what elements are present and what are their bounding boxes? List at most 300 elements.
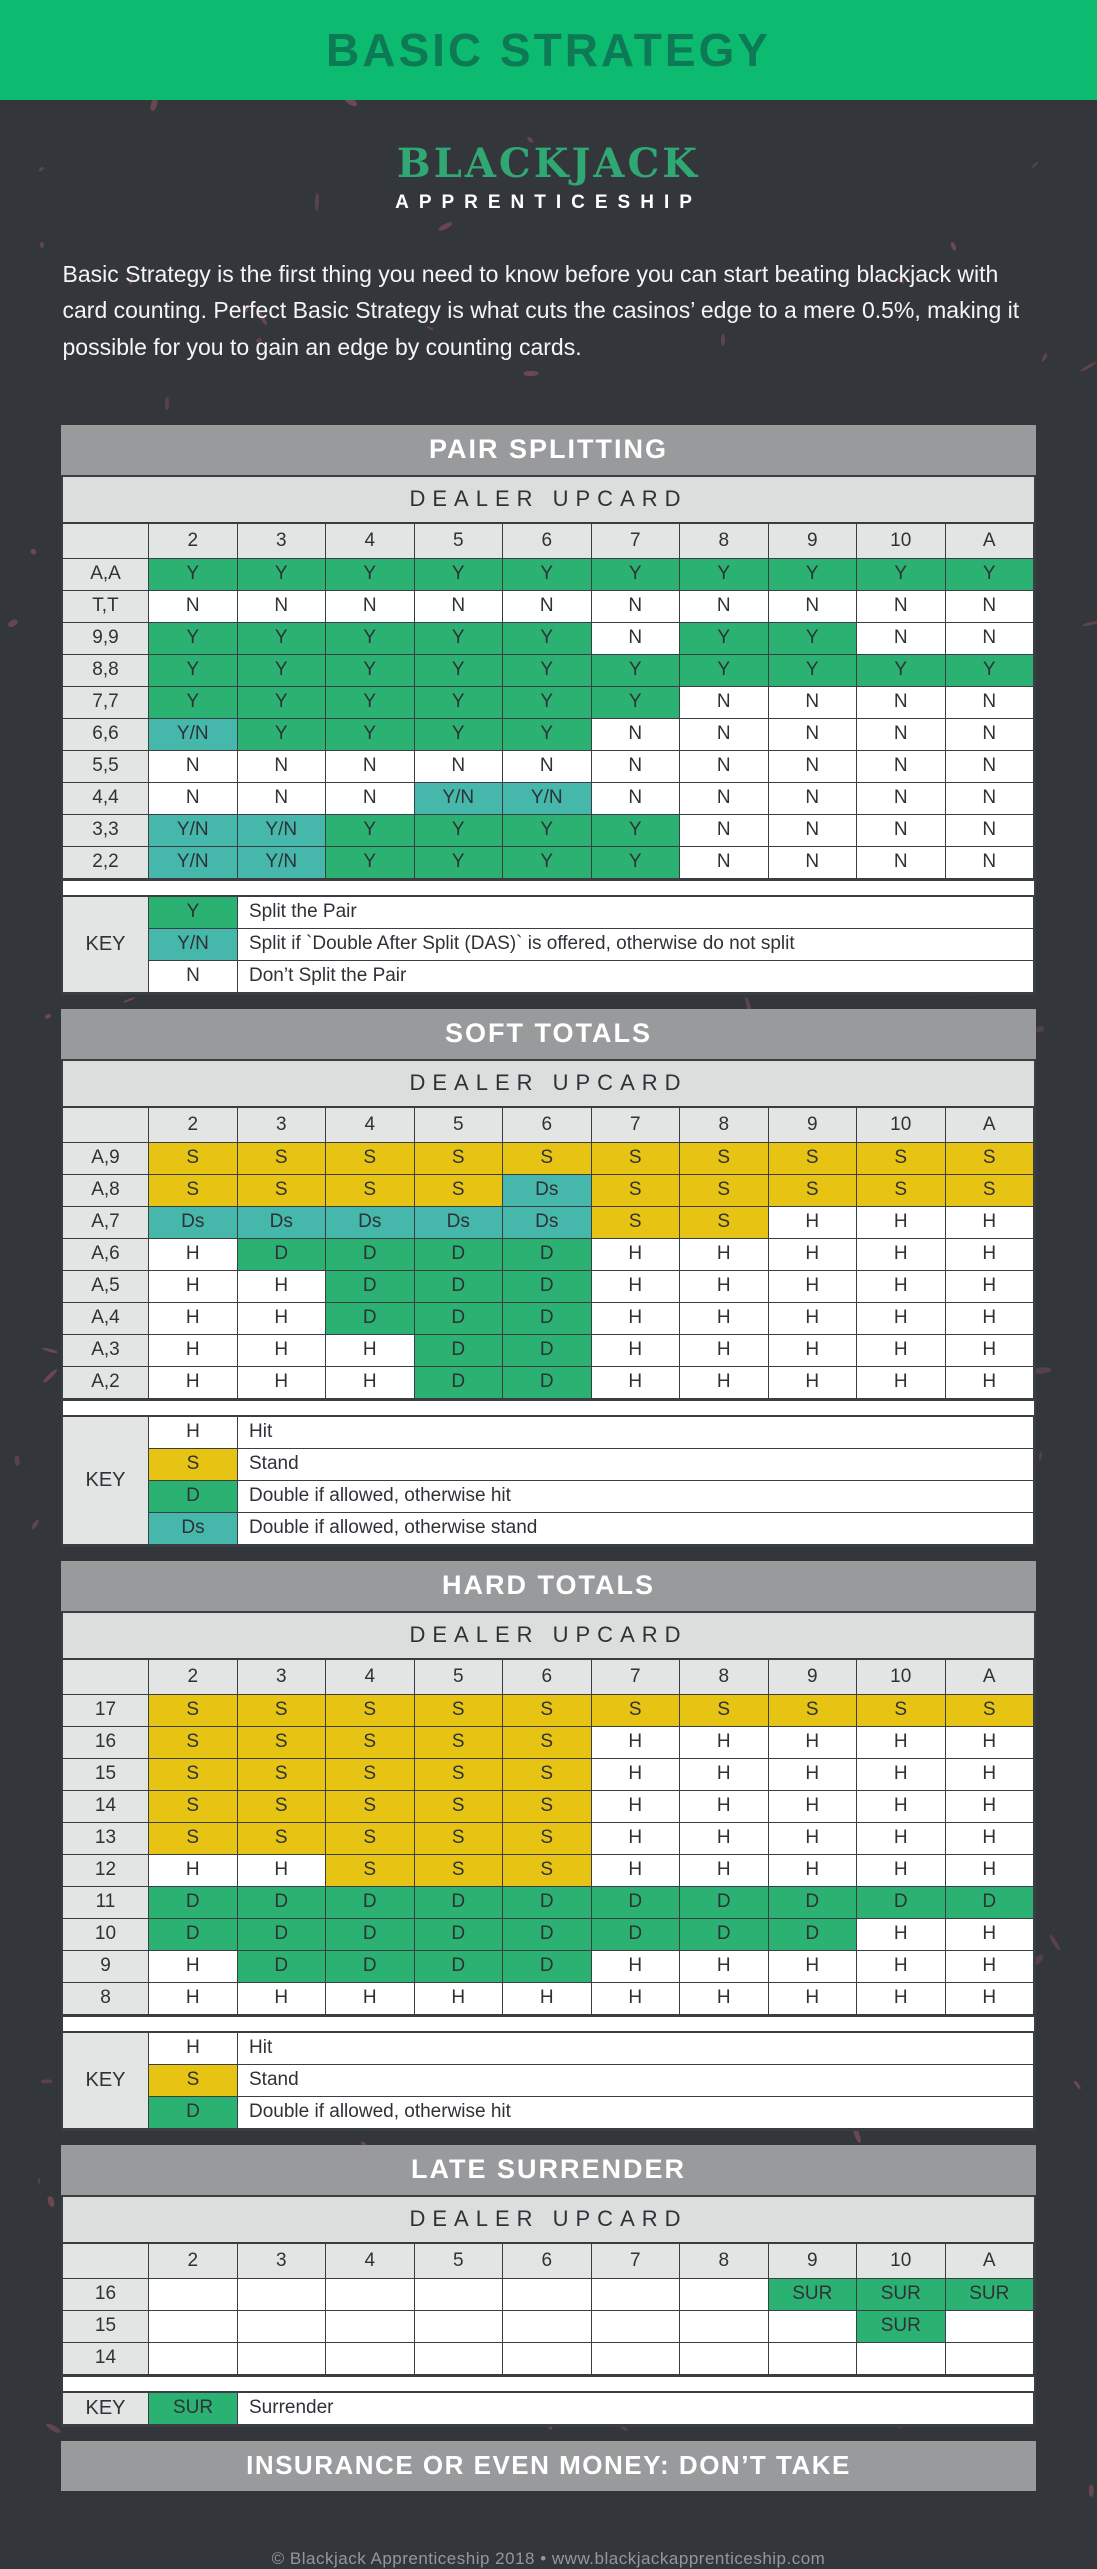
brand-logo <box>0 140 1097 214</box>
strategy-cell: H <box>857 1759 946 1791</box>
strategy-cell: S <box>680 1695 769 1727</box>
strategy-cell: S <box>946 1695 1035 1727</box>
key-desc-cell: Double if allowed, otherwise hit <box>238 1481 1034 1513</box>
strategy-cell: D <box>238 1887 327 1919</box>
strategy-cell: H <box>149 1367 238 1399</box>
strategy-cell: H <box>592 1271 681 1303</box>
strategy-cell: H <box>680 1727 769 1759</box>
section-title: LATE SURRENDER <box>61 2145 1036 2195</box>
strategy-cell: S <box>503 1823 592 1855</box>
strategy-cell: Ds <box>238 1207 327 1239</box>
strategy-cell: D <box>680 1919 769 1951</box>
strategy-cell: Y <box>326 559 415 591</box>
strategy-cell: H <box>592 1239 681 1271</box>
strategy-cell: N <box>946 783 1035 815</box>
strategy-cell: Y/N <box>149 847 238 879</box>
dealer-upcard-label: DEALER UPCARD <box>61 1059 1036 1106</box>
strategy-cell: S <box>592 1207 681 1239</box>
column-header-cell: 10 <box>857 1660 946 1695</box>
strategy-tables <box>0 425 1097 2427</box>
column-header-cell: 5 <box>415 2244 504 2279</box>
key-desc-cell: Split if `Double After Split (DAS)` is offered, otherwise do not split <box>238 929 1034 961</box>
strategy-cell: H <box>857 1271 946 1303</box>
strategy-cell: H <box>326 1367 415 1399</box>
key-code-cell: Ds <box>149 1513 238 1545</box>
strategy-cell: H <box>946 1855 1035 1887</box>
strategy-cell: D <box>149 1887 238 1919</box>
strategy-cell: H <box>857 1919 946 1951</box>
strategy-cell: N <box>946 591 1035 623</box>
row-label-cell: A,6 <box>63 1239 149 1271</box>
strategy-cell <box>680 2311 769 2343</box>
column-header-cell: A <box>946 524 1035 559</box>
strategy-cell <box>415 2343 504 2375</box>
strategy-cell: S <box>680 1175 769 1207</box>
strategy-cell: N <box>769 751 858 783</box>
strategy-cell: Y <box>238 687 327 719</box>
strategy-cell: H <box>680 1367 769 1399</box>
strategy-key <box>61 1415 1036 1547</box>
strategy-cell <box>326 2279 415 2311</box>
strategy-grid <box>61 522 1036 881</box>
strategy-cell: Y <box>415 719 504 751</box>
strategy-cell: N <box>946 719 1035 751</box>
strategy-cell: D <box>326 1919 415 1951</box>
strategy-cell <box>503 2279 592 2311</box>
strategy-cell: H <box>769 1951 858 1983</box>
strategy-cell: Y/N <box>238 815 327 847</box>
strategy-cell: H <box>149 1983 238 2015</box>
strategy-cell: H <box>680 1855 769 1887</box>
strategy-cell: Ds <box>503 1175 592 1207</box>
strategy-cell: D <box>238 1239 327 1271</box>
strategy-cell: S <box>149 1175 238 1207</box>
row-label-cell: 2,2 <box>63 847 149 879</box>
strategy-cell: S <box>857 1695 946 1727</box>
corner-cell <box>63 1660 149 1695</box>
key-code-cell: Y <box>149 897 238 929</box>
column-header-cell: 9 <box>769 2244 858 2279</box>
strategy-cell <box>680 2343 769 2375</box>
strategy-cell: Y <box>238 655 327 687</box>
grid-key-spacer <box>61 881 1036 895</box>
grid-key-spacer <box>61 1401 1036 1415</box>
strategy-cell: Y <box>592 559 681 591</box>
strategy-cell: H <box>946 1823 1035 1855</box>
strategy-cell: S <box>238 1175 327 1207</box>
strategy-cell <box>592 2311 681 2343</box>
row-label-cell: 14 <box>63 2343 149 2375</box>
strategy-cell: H <box>592 1367 681 1399</box>
strategy-cell: S <box>415 1823 504 1855</box>
strategy-section <box>61 1009 1036 1547</box>
strategy-cell: H <box>680 1303 769 1335</box>
strategy-cell: S <box>592 1143 681 1175</box>
strategy-cell: Y/N <box>415 783 504 815</box>
column-header-cell: 5 <box>415 1660 504 1695</box>
row-label-cell: 16 <box>63 1727 149 1759</box>
strategy-cell <box>769 2311 858 2343</box>
strategy-cell: Y <box>592 655 681 687</box>
strategy-cell: H <box>238 1271 327 1303</box>
page-title: BASIC STRATEGY <box>326 24 771 76</box>
column-header-cell: 4 <box>326 1660 415 1695</box>
strategy-cell: H <box>946 1759 1035 1791</box>
strategy-cell: N <box>680 783 769 815</box>
strategy-cell: Y <box>769 623 858 655</box>
strategy-cell: S <box>503 1791 592 1823</box>
strategy-cell: Y <box>415 655 504 687</box>
strategy-cell: Y/N <box>238 847 327 879</box>
column-header-cell: 10 <box>857 524 946 559</box>
strategy-key <box>61 895 1036 995</box>
strategy-cell: H <box>149 1271 238 1303</box>
corner-cell <box>63 2244 149 2279</box>
strategy-cell: Y <box>149 655 238 687</box>
strategy-cell: Y <box>503 687 592 719</box>
strategy-cell: Y <box>415 847 504 879</box>
strategy-cell: S <box>326 1695 415 1727</box>
strategy-cell: N <box>680 719 769 751</box>
row-label-cell: 15 <box>63 1759 149 1791</box>
strategy-cell <box>149 2279 238 2311</box>
key-desc-cell: Split the Pair <box>238 897 1034 929</box>
strategy-cell: D <box>503 1367 592 1399</box>
section-title: SOFT TOTALS <box>61 1009 1036 1059</box>
strategy-cell <box>592 2279 681 2311</box>
column-header-cell: 4 <box>326 2244 415 2279</box>
strategy-cell: N <box>592 623 681 655</box>
strategy-cell: Y <box>326 655 415 687</box>
strategy-grid <box>61 2242 1036 2377</box>
strategy-cell: N <box>503 751 592 783</box>
strategy-cell <box>680 2279 769 2311</box>
row-label-cell: 3,3 <box>63 815 149 847</box>
row-label-cell: 9,9 <box>63 623 149 655</box>
strategy-cell: SUR <box>946 2279 1035 2311</box>
strategy-cell: H <box>946 1791 1035 1823</box>
strategy-cell: D <box>592 1887 681 1919</box>
key-desc-cell: Stand <box>238 1449 1034 1481</box>
strategy-cell: Y <box>238 623 327 655</box>
strategy-cell: SUR <box>769 2279 858 2311</box>
grid-key-spacer <box>61 2377 1036 2391</box>
key-desc-cell: Double if allowed, otherwise hit <box>238 2097 1034 2129</box>
strategy-cell: N <box>238 591 327 623</box>
strategy-cell: S <box>326 1855 415 1887</box>
strategy-cell: N <box>238 751 327 783</box>
strategy-cell: H <box>149 1335 238 1367</box>
strategy-cell <box>149 2343 238 2375</box>
strategy-cell: S <box>149 1791 238 1823</box>
key-label-cell: KEY <box>63 2393 149 2425</box>
column-header-cell: 3 <box>238 524 327 559</box>
strategy-cell <box>769 2343 858 2375</box>
strategy-cell: H <box>769 1727 858 1759</box>
column-header-cell: 2 <box>149 524 238 559</box>
strategy-cell: S <box>238 1759 327 1791</box>
strategy-cell: D <box>680 1887 769 1919</box>
strategy-cell: Y <box>592 815 681 847</box>
strategy-cell: D <box>503 1271 592 1303</box>
strategy-cell: S <box>326 1143 415 1175</box>
column-header-cell: 6 <box>503 1660 592 1695</box>
strategy-cell: D <box>415 1887 504 1919</box>
strategy-cell: H <box>680 1951 769 1983</box>
strategy-cell: S <box>857 1143 946 1175</box>
strategy-cell: Y <box>946 559 1035 591</box>
strategy-cell: D <box>503 1919 592 1951</box>
strategy-cell: N <box>946 687 1035 719</box>
strategy-cell: D <box>415 1951 504 1983</box>
strategy-section <box>61 2145 1036 2427</box>
strategy-cell: H <box>592 1823 681 1855</box>
brand-logo-primary: BLACKJACK <box>396 140 701 187</box>
strategy-cell: S <box>149 1143 238 1175</box>
column-header-cell: 10 <box>857 2244 946 2279</box>
strategy-cell: S <box>326 1175 415 1207</box>
strategy-cell: Y <box>503 623 592 655</box>
strategy-cell <box>149 2311 238 2343</box>
column-header-cell: 6 <box>503 524 592 559</box>
strategy-cell: S <box>149 1823 238 1855</box>
strategy-cell: H <box>857 1335 946 1367</box>
strategy-cell: S <box>503 1855 592 1887</box>
column-header-cell: 5 <box>415 1108 504 1143</box>
column-header-cell: 6 <box>503 1108 592 1143</box>
strategy-cell: S <box>503 1143 592 1175</box>
strategy-cell <box>415 2311 504 2343</box>
strategy-cell <box>946 2343 1035 2375</box>
key-code-cell: S <box>149 2065 238 2097</box>
strategy-cell: D <box>503 1335 592 1367</box>
column-header-cell: 4 <box>326 1108 415 1143</box>
row-label-cell: 15 <box>63 2311 149 2343</box>
strategy-cell: S <box>415 1791 504 1823</box>
strategy-cell: N <box>149 751 238 783</box>
strategy-cell: S <box>415 1175 504 1207</box>
strategy-cell: S <box>503 1727 592 1759</box>
strategy-cell: H <box>946 1335 1035 1367</box>
strategy-cell: S <box>238 1695 327 1727</box>
strategy-cell: N <box>857 815 946 847</box>
corner-cell <box>63 1108 149 1143</box>
strategy-grid <box>61 1106 1036 1401</box>
strategy-cell: N <box>592 783 681 815</box>
strategy-cell: D <box>415 1271 504 1303</box>
strategy-cell: S <box>326 1823 415 1855</box>
key-label-cell: KEY <box>63 1417 149 1545</box>
strategy-cell: H <box>769 1759 858 1791</box>
strategy-cell: Y <box>503 559 592 591</box>
strategy-cell: Y <box>503 815 592 847</box>
strategy-cell: H <box>592 1951 681 1983</box>
strategy-cell: N <box>769 783 858 815</box>
strategy-cell <box>238 2311 327 2343</box>
strategy-cell <box>415 2279 504 2311</box>
strategy-cell: H <box>592 1791 681 1823</box>
strategy-grid <box>61 1658 1036 2017</box>
strategy-cell: N <box>326 591 415 623</box>
strategy-cell: H <box>680 1983 769 2015</box>
strategy-cell: H <box>857 1855 946 1887</box>
strategy-cell: S <box>680 1207 769 1239</box>
row-label-cell: 11 <box>63 1887 149 1919</box>
strategy-cell: H <box>946 1983 1035 2015</box>
strategy-cell: N <box>592 591 681 623</box>
strategy-cell: H <box>857 1727 946 1759</box>
strategy-cell: Y <box>326 847 415 879</box>
strategy-cell: H <box>592 1759 681 1791</box>
strategy-cell: S <box>503 1695 592 1727</box>
strategy-cell: S <box>149 1695 238 1727</box>
section-title: HARD TOTALS <box>61 1561 1036 1611</box>
strategy-cell: S <box>415 1695 504 1727</box>
strategy-cell: S <box>503 1759 592 1791</box>
column-header-cell: 7 <box>592 1108 681 1143</box>
strategy-cell: H <box>857 1951 946 1983</box>
column-header-cell: 8 <box>680 1108 769 1143</box>
strategy-cell: N <box>680 815 769 847</box>
strategy-cell: Y <box>503 719 592 751</box>
column-header-cell: 9 <box>769 524 858 559</box>
row-label-cell: A,A <box>63 559 149 591</box>
strategy-cell: H <box>592 1335 681 1367</box>
dealer-upcard-label: DEALER UPCARD <box>61 475 1036 522</box>
strategy-cell: Ds <box>503 1207 592 1239</box>
strategy-cell: H <box>149 1239 238 1271</box>
strategy-cell: Y <box>680 559 769 591</box>
column-header-cell: 7 <box>592 524 681 559</box>
strategy-cell: S <box>946 1143 1035 1175</box>
strategy-cell: D <box>326 1303 415 1335</box>
strategy-cell: N <box>857 687 946 719</box>
strategy-cell: H <box>769 1823 858 1855</box>
strategy-cell: S <box>415 1143 504 1175</box>
column-header-cell: 2 <box>149 2244 238 2279</box>
row-label-cell: A,3 <box>63 1335 149 1367</box>
strategy-cell: Y <box>326 815 415 847</box>
strategy-cell: Y <box>592 687 681 719</box>
strategy-cell: H <box>680 1759 769 1791</box>
column-header-cell: 3 <box>238 1660 327 1695</box>
strategy-cell: D <box>238 1919 327 1951</box>
strategy-cell: N <box>946 751 1035 783</box>
row-label-cell: 8,8 <box>63 655 149 687</box>
strategy-cell <box>238 2279 327 2311</box>
strategy-cell: H <box>238 1303 327 1335</box>
strategy-cell: Y <box>769 559 858 591</box>
strategy-cell: H <box>326 1983 415 2015</box>
strategy-cell: N <box>592 751 681 783</box>
strategy-cell: D <box>415 1239 504 1271</box>
footer-credit: © Blackjack Apprenticeship 2018 • www.blackjackapprenticeship.com <box>271 2548 826 2568</box>
strategy-cell: D <box>326 1951 415 1983</box>
strategy-section <box>61 1561 1036 2131</box>
strategy-cell: S <box>769 1143 858 1175</box>
strategy-cell: S <box>326 1759 415 1791</box>
strategy-cell <box>946 2311 1035 2343</box>
strategy-cell: H <box>680 1239 769 1271</box>
strategy-cell: Y/N <box>149 719 238 751</box>
strategy-cell: Y <box>149 687 238 719</box>
key-code-cell: D <box>149 2097 238 2129</box>
key-code-cell: N <box>149 961 238 993</box>
strategy-cell: H <box>680 1791 769 1823</box>
section-title: PAIR SPLITTING <box>61 425 1036 475</box>
insurance-banner: INSURANCE OR EVEN MONEY: DON’T TAKE <box>61 2441 1036 2491</box>
strategy-cell: H <box>592 1855 681 1887</box>
strategy-cell: Y <box>149 559 238 591</box>
strategy-cell: H <box>857 1207 946 1239</box>
key-desc-cell: Double if allowed, otherwise stand <box>238 1513 1034 1545</box>
strategy-cell: H <box>680 1271 769 1303</box>
strategy-cell: S <box>415 1759 504 1791</box>
strategy-cell: D <box>326 1271 415 1303</box>
strategy-cell: Y <box>415 815 504 847</box>
column-header-cell: 5 <box>415 524 504 559</box>
column-header-cell: 6 <box>503 2244 592 2279</box>
key-code-cell: D <box>149 1481 238 1513</box>
strategy-section <box>61 425 1036 995</box>
strategy-cell: S <box>680 1143 769 1175</box>
row-label-cell: 6,6 <box>63 719 149 751</box>
strategy-cell <box>238 2343 327 2375</box>
strategy-cell: N <box>680 751 769 783</box>
strategy-cell: N <box>149 591 238 623</box>
column-header-cell: A <box>946 1660 1035 1695</box>
strategy-cell: D <box>769 1887 858 1919</box>
strategy-cell: H <box>857 1791 946 1823</box>
strategy-cell: N <box>769 815 858 847</box>
strategy-cell: H <box>946 1239 1035 1271</box>
strategy-cell: D <box>592 1919 681 1951</box>
strategy-cell: H <box>946 1207 1035 1239</box>
strategy-cell: D <box>415 1919 504 1951</box>
strategy-cell: H <box>857 1303 946 1335</box>
strategy-cell: Y/N <box>503 783 592 815</box>
strategy-cell: Ds <box>326 1207 415 1239</box>
dealer-upcard-label: DEALER UPCARD <box>61 1611 1036 1658</box>
strategy-cell: D <box>503 1951 592 1983</box>
key-code-cell: SUR <box>149 2393 238 2425</box>
strategy-cell: H <box>946 1951 1035 1983</box>
strategy-cell: D <box>946 1887 1035 1919</box>
column-header-cell: 7 <box>592 1660 681 1695</box>
strategy-cell: D <box>503 1239 592 1271</box>
strategy-cell: H <box>326 1335 415 1367</box>
strategy-cell: Y <box>238 559 327 591</box>
strategy-cell: H <box>415 1983 504 2015</box>
strategy-cell: H <box>149 1951 238 1983</box>
column-header-cell: 7 <box>592 2244 681 2279</box>
strategy-cell: N <box>857 783 946 815</box>
column-header-cell: A <box>946 2244 1035 2279</box>
strategy-cell: H <box>238 1855 327 1887</box>
row-label-cell: 14 <box>63 1791 149 1823</box>
strategy-cell: H <box>769 1207 858 1239</box>
key-desc-cell: Don’t Split the Pair <box>238 961 1034 993</box>
column-header-cell: 8 <box>680 1660 769 1695</box>
strategy-cell: H <box>769 1791 858 1823</box>
strategy-cell: N <box>326 783 415 815</box>
strategy-cell: S <box>149 1727 238 1759</box>
key-desc-cell: Hit <box>238 2033 1034 2065</box>
strategy-cell: H <box>857 1983 946 2015</box>
strategy-cell: N <box>326 751 415 783</box>
strategy-cell: H <box>680 1823 769 1855</box>
strategy-cell: H <box>857 1239 946 1271</box>
